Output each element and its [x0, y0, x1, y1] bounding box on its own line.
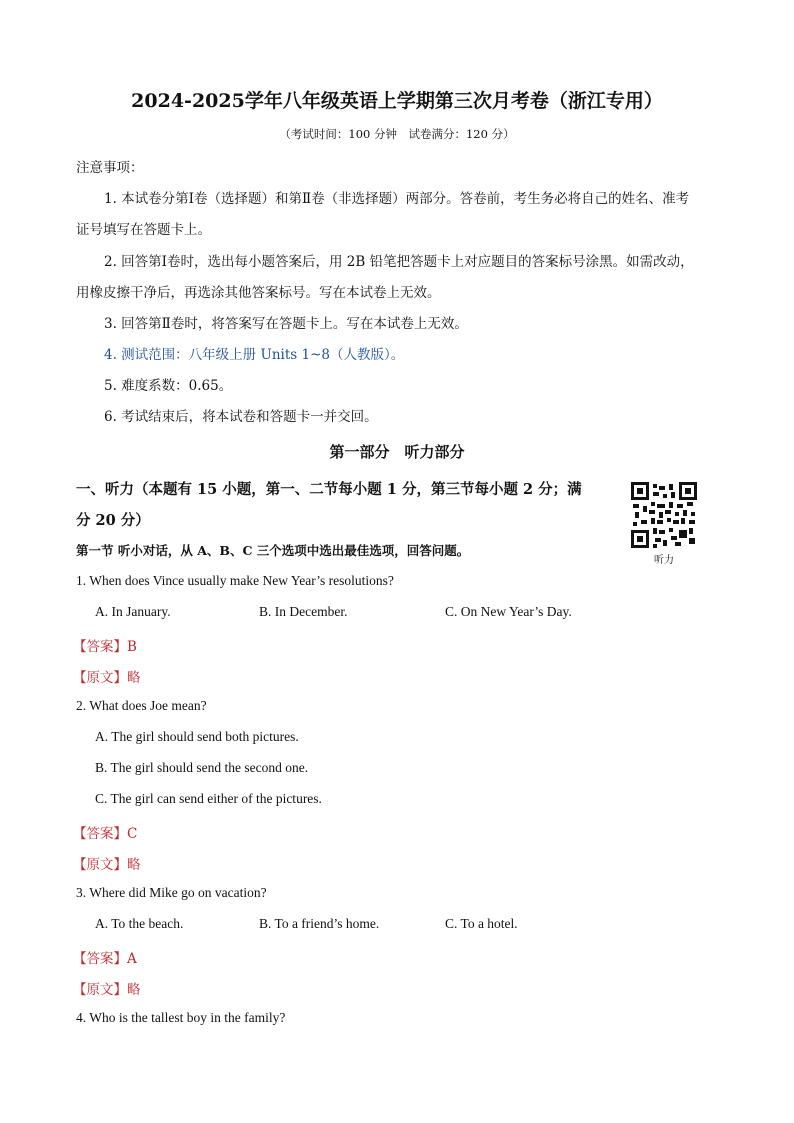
- answer-value: A: [127, 951, 137, 967]
- note-1-line-1: 1. 本试卷分第Ⅰ卷（选择题）和第Ⅱ卷（非选择题）两部分。答卷前，考生务必将自己的姓名、准考: [104, 191, 690, 207]
- original-value: 略: [127, 857, 141, 873]
- note-1-line-2: 证号填写在答题卡上。: [76, 222, 211, 238]
- note-4: 4. 测试范围：八年级上册 Units 1~8（人教版）。: [104, 347, 405, 363]
- question-2-text: 2. What does Joe mean?: [76, 698, 207, 713]
- question-2-option-a: A. The girl should send both pictures.: [95, 729, 299, 744]
- original-tag: 【原文】: [73, 982, 127, 998]
- question-1-text: 1. When does Vince usually make New Year’s resolutions?: [76, 573, 394, 588]
- question-2-option-c: C. The girl can send either of the pictures.: [95, 791, 322, 806]
- question-3-option-a: A. To the beach.: [95, 916, 184, 931]
- question-3-option-c: C. To a hotel.: [445, 916, 518, 931]
- question-3-answer: [73, 947, 137, 967]
- question-1-option-a: A. In January.: [95, 604, 171, 619]
- note-5: 5. 难度系数：0.65。: [104, 378, 233, 394]
- page-title: 2024-2025学年八年级英语上学期第三次月考卷（浙江专用）: [131, 90, 663, 112]
- answer-value: C: [127, 826, 138, 842]
- qr-code-icon[interactable]: [631, 482, 697, 548]
- question-3-text: 3. Where did Mike go on vacation?: [76, 885, 267, 900]
- original-tag: 【原文】: [73, 670, 127, 686]
- part-title: 第一部分 听力部分: [329, 443, 465, 461]
- question-4-text: 4. Who is the tallest boy in the family?: [76, 1010, 286, 1025]
- note-6: 6. 考试结束后，将本试卷和答题卡一并交回。: [104, 409, 378, 425]
- question-2-answer: [73, 822, 137, 842]
- question-1-option-b: B. In December.: [259, 604, 348, 619]
- answer-tag: 【答案】: [73, 951, 127, 967]
- note-2-line-2: 用橡皮擦干净后，再选涂其他答案标号。写在本试卷上无效。: [76, 285, 441, 301]
- question-1-option-c: C. On New Year’s Day.: [445, 604, 572, 619]
- answer-tag: 【答案】: [73, 639, 127, 655]
- exam-info: （考试时间：100 分钟 试卷满分：120 分）: [279, 127, 515, 141]
- question-2-option-b: B. The girl should send the second one.: [95, 760, 309, 775]
- section-heading-line-1: 一、听力（本题有 15 小题，第一、二节每小题 1 分，第三节每小题 2 分；满: [76, 481, 582, 498]
- original-value: 略: [127, 670, 141, 686]
- original-value: 略: [127, 982, 141, 998]
- question-2-original: [73, 853, 141, 873]
- answer-tag: 【答案】: [73, 826, 127, 842]
- question-1-answer: [73, 635, 137, 655]
- note-2-line-1: 2. 回答第Ⅰ卷时，选出每小题答案后，用 2B 铅笔把答题卡上对应题目的答案标号涂黑。如需改动，: [104, 254, 694, 270]
- section-heading-line-2: 分 20 分）: [76, 512, 150, 529]
- answer-value: B: [127, 639, 137, 655]
- question-3-original: [73, 978, 141, 998]
- qr-code-label: 听力: [654, 555, 674, 566]
- question-1-original: [73, 666, 141, 686]
- note-3: 3. 回答第Ⅱ卷时，将答案写在答题卡上。写在本试卷上无效。: [104, 316, 468, 332]
- subsection-heading: 第一节 听小对话，从 A、B、C 三个选项中选出最佳选项，回答问题。: [76, 543, 470, 558]
- notes-heading: 注意事项：: [76, 160, 144, 176]
- original-tag: 【原文】: [73, 857, 127, 873]
- question-3-option-b: B. To a friend’s home.: [259, 916, 380, 931]
